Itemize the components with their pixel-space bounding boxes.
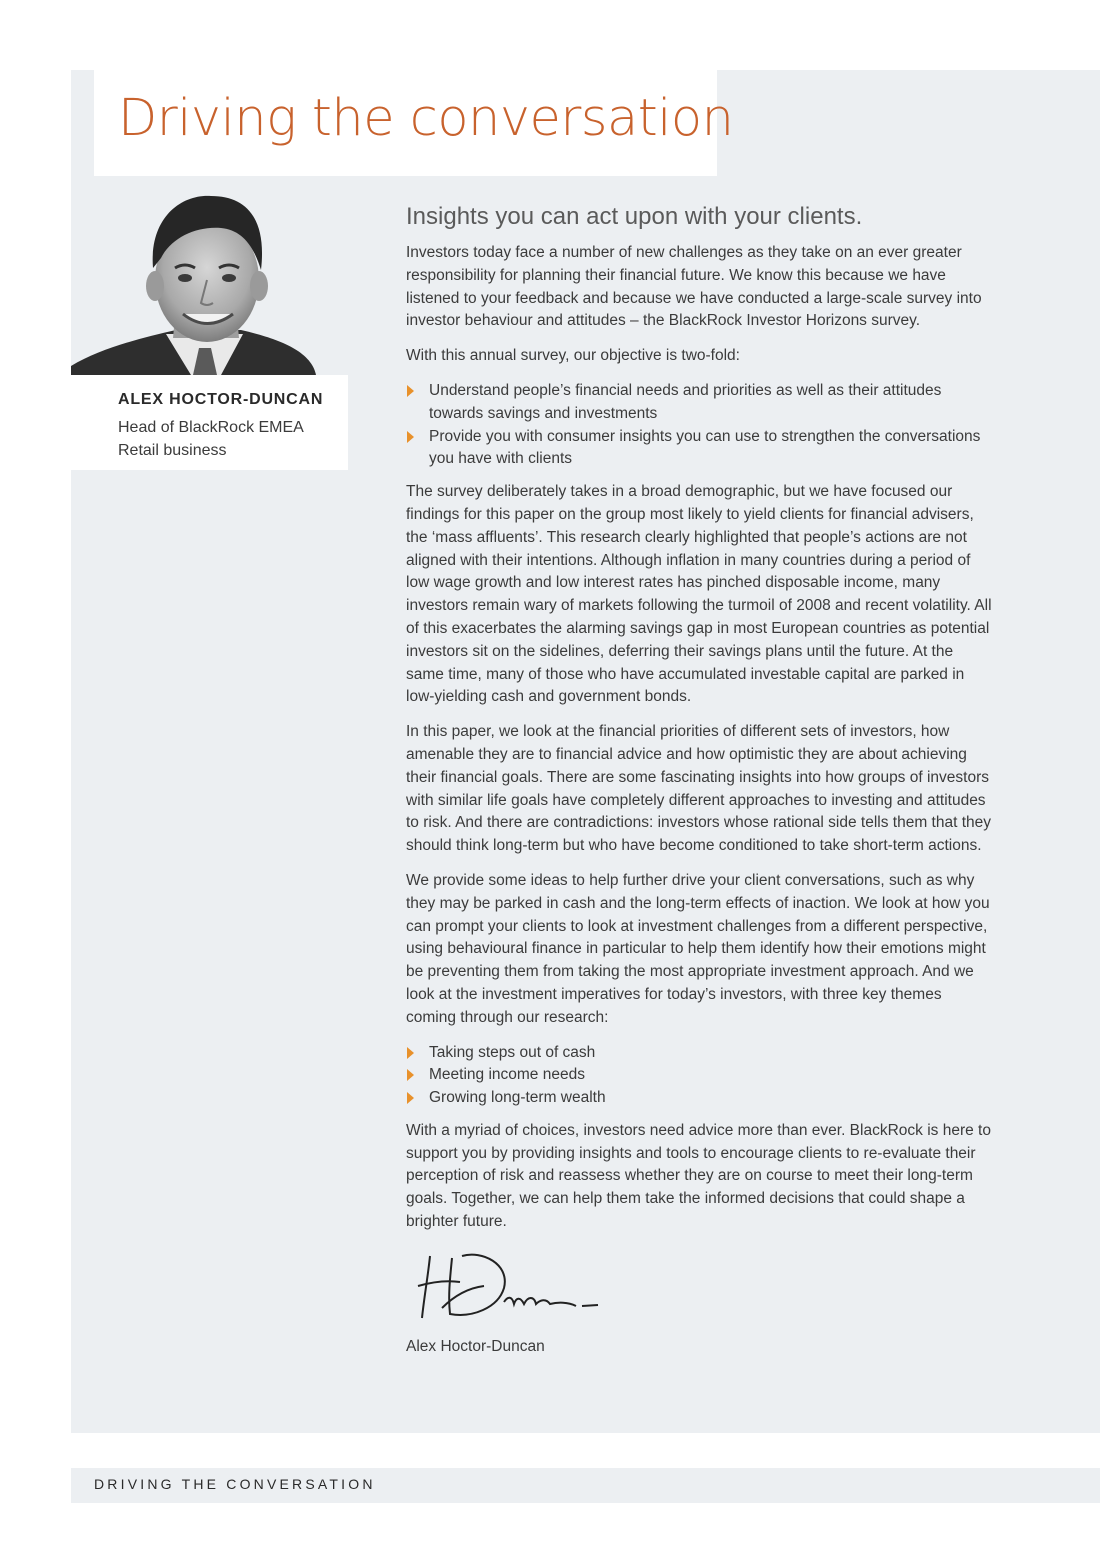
portrait-photo-icon [71, 188, 348, 375]
themes-list [406, 1042, 994, 1110]
paragraph-survey: The survey deliberately takes in a broad demographic, but we have focused our findings for this paper on the group most likely to yield clients for financial advisers, the ‘mass affluents’. This research clearly highlighted that people’s actions are not aligned with their intentions. Although inflation in many countries during a period of low wage growth and low interest rates has pinched disposable income, many investors remain wary of markets following the turmoil of 2008 and recent volatility. All of this exacerbates the alarming savings gap in most European countries as potential investors sit on the sidelines, deferring their savings plans until the future. At the same time, many of those who have accumulated investable capital are parked in low-yielding cash and government bonds. [406, 483, 992, 706]
bullet-triangle-icon [407, 1069, 414, 1081]
list-item-text: Understand people’s financial needs and priorities as well as their attitudes towards savings and investments [429, 381, 942, 422]
footer-label: DRIVING THE CONVERSATION [94, 1476, 376, 1492]
profile-name: ALEX HOCTOR-DUNCAN [118, 391, 324, 408]
profile-role: Head of BlackRock EMEA Retail business [118, 419, 303, 459]
paragraph-priorities: In this paper, we look at the financial priorities of different sets of investors, how amenable they are to financial advice and how optimistic they are about achieving their financial goals. There are some fascinating insights into how groups of investors with similar life goals have completely different approaches to investing and attitudes to risk. And there are contradictions: investors whose rational side tells them that they should think long-term but who have become conditioned to take short-term actions. [406, 723, 991, 855]
list-item-text: Taking steps out of cash [429, 1043, 596, 1061]
handwritten-signature-icon [412, 1246, 612, 1324]
signer-name: Alex Hoctor-Duncan [406, 1337, 545, 1355]
paragraph-closing: With a myriad of choices, investors need advice more than ever. BlackRock is here to support you by providing insights and tools to encourage clients to re-evaluate their perception of risk and reassess whether they are on course to meet their long-term goals. Together, we can help them take the informed decisions that could shape a brighter future. [406, 1121, 991, 1231]
bullet-triangle-icon [407, 431, 414, 443]
list-item-text: Provide you with consumer insights you can use to strengthen the conversations you have with clients [429, 427, 981, 468]
bullet-triangle-icon [407, 1047, 414, 1059]
list-item-text: Growing long-term wealth [429, 1089, 606, 1107]
list-item [406, 1064, 994, 1087]
list-item-text: Meeting income needs [429, 1066, 585, 1084]
bullet-triangle-icon [407, 1092, 414, 1104]
list-item [406, 1042, 994, 1065]
paragraph-ideas: We provide some ideas to help further drive your client conversations, such as why they may be parked in cash and the long-term effects of inaction. We look at how you can prompt your clients to look at investment challenges from a different perspective, using behavioural finance in particular to help them identify how their emotions might be preventing them from taking the most appropriate investment approach. And we look at the investment imperatives for today’s investors, with three key themes coming through our research: [406, 871, 990, 1026]
page-title: Driving the conversation [118, 89, 734, 148]
list-item [406, 1087, 994, 1110]
objectives-list [406, 380, 994, 471]
main-content [406, 199, 994, 1358]
section-subtitle: Insights you can act upon with your clients. [406, 203, 863, 230]
list-item [406, 426, 994, 472]
bullet-triangle-icon [407, 385, 414, 397]
list-item [406, 380, 994, 426]
paragraph-objective: With this annual survey, our objective is two-fold: [406, 347, 740, 365]
paragraph-intro: Investors today face a number of new challenges as they take on an ever greater responsibility for planning their financial future. We know this because we have listened to your feedback and because we have conducted a large-scale survey into investor behaviour and attitudes – the BlackRock Investor Horizons survey. [406, 244, 982, 330]
